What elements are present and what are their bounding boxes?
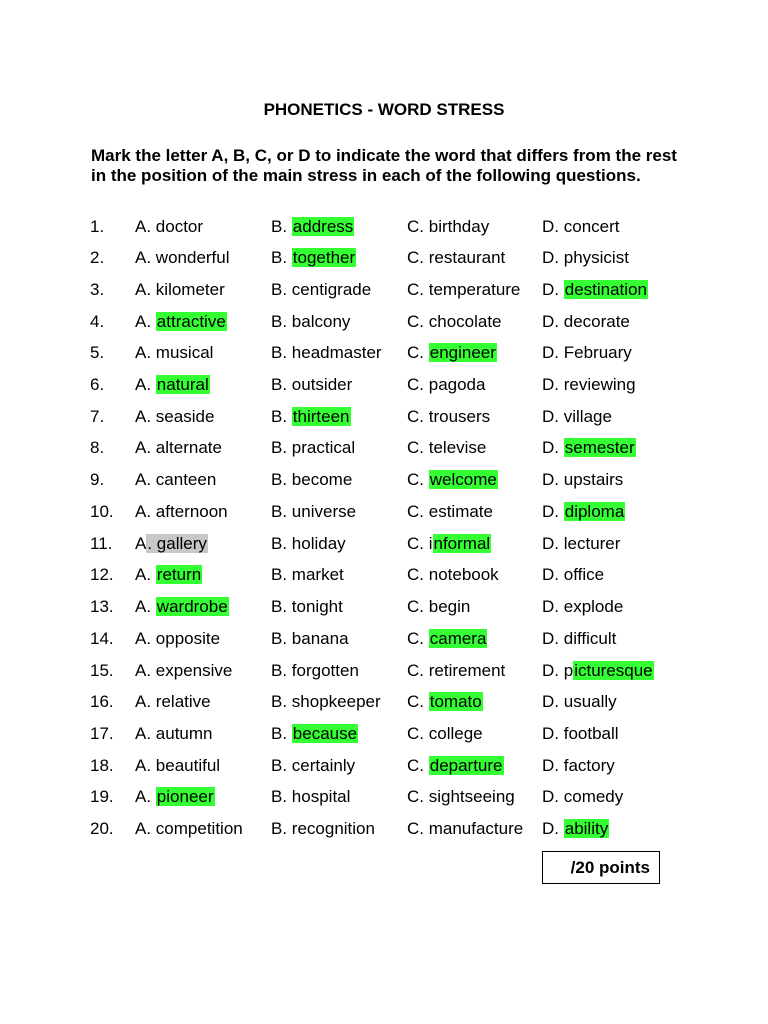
option-letter: C. xyxy=(407,375,429,394)
option-d xyxy=(542,215,619,239)
option-d xyxy=(542,246,629,270)
option-letter: C. xyxy=(407,629,429,648)
option-c xyxy=(407,659,505,683)
option-c xyxy=(407,754,504,778)
option-word: comedy xyxy=(563,787,624,806)
question-row xyxy=(0,690,768,714)
option-letter: A. xyxy=(135,724,156,743)
highlighted-answer: wardrobe xyxy=(156,597,228,616)
option-letter: A. xyxy=(135,375,156,394)
highlighted-answer: camera xyxy=(429,629,487,648)
option-c xyxy=(407,405,490,429)
option-d xyxy=(542,373,636,397)
option-a xyxy=(135,310,227,334)
option-d xyxy=(542,690,617,714)
option-word: afternoon xyxy=(155,502,228,521)
option-letter: B. xyxy=(271,248,292,267)
option-b xyxy=(271,722,358,746)
option-a xyxy=(135,278,225,302)
option-word: shopkeeper xyxy=(291,692,381,711)
option-letter: A. xyxy=(135,661,156,680)
question-number: 10. xyxy=(90,502,114,521)
option-letter: A. xyxy=(135,312,156,331)
option-word: estimate xyxy=(428,502,493,521)
highlighted-answer: diploma xyxy=(564,502,625,521)
option-word: February xyxy=(563,343,632,362)
question-number: 4. xyxy=(90,312,105,331)
question-row xyxy=(0,563,768,587)
option-letter: D. xyxy=(542,534,564,553)
option-c xyxy=(407,627,487,651)
question-number: 18. xyxy=(90,756,114,775)
option-word: competition xyxy=(155,819,243,838)
option-word: sightseeing xyxy=(428,787,515,806)
option-letter: A. xyxy=(135,629,156,648)
option-word: doctor xyxy=(155,217,204,236)
option-d xyxy=(542,500,625,524)
option-a xyxy=(135,500,228,524)
option-a xyxy=(135,563,202,587)
option-b xyxy=(271,246,356,270)
option-d xyxy=(542,310,630,334)
option-letter: B. xyxy=(271,470,292,489)
option-b xyxy=(271,341,382,365)
option-word: birthday xyxy=(428,217,490,236)
question-number: 17. xyxy=(90,724,114,743)
option-word: market xyxy=(291,565,344,584)
option-c xyxy=(407,373,485,397)
option-letter: D. xyxy=(542,724,564,743)
option-d xyxy=(542,785,623,809)
question-number: 11. xyxy=(90,534,113,553)
highlighted-answer: pioneer xyxy=(156,787,214,806)
highlighted-answer: because xyxy=(292,724,358,743)
option-c xyxy=(407,532,491,556)
option-c xyxy=(407,500,493,524)
option-word: upstairs xyxy=(563,470,624,489)
option-a xyxy=(135,817,243,841)
option-d xyxy=(542,468,623,492)
option-letter: A. xyxy=(135,787,156,806)
question-row xyxy=(0,532,768,556)
question-number: 19. xyxy=(90,787,114,806)
option-word: hospital xyxy=(291,787,351,806)
option-d xyxy=(542,595,623,619)
option-word: holiday xyxy=(291,534,346,553)
highlighted-answer: tomato xyxy=(429,692,482,711)
option-letter: A. xyxy=(135,565,156,584)
option-letter: C. xyxy=(407,502,429,521)
option-d xyxy=(542,278,648,302)
question-number: 7. xyxy=(90,407,105,426)
option-letter: B. xyxy=(271,280,292,299)
option-letter: C. xyxy=(407,565,429,584)
option-letter: D. xyxy=(542,787,564,806)
option-letter: A. xyxy=(135,470,156,489)
question-number: 14. xyxy=(90,629,114,648)
option-word: forgotten xyxy=(291,661,359,680)
option-letter: A. xyxy=(135,597,156,616)
option-word: banana xyxy=(291,629,349,648)
option-word: usually xyxy=(563,692,617,711)
option-letter: D. xyxy=(542,407,564,426)
option-b xyxy=(271,563,344,587)
option-letter: D. xyxy=(542,565,564,584)
option-c xyxy=(407,817,523,841)
option-letter: C. xyxy=(407,661,429,680)
option-c xyxy=(407,468,498,492)
option-word: notebook xyxy=(428,565,499,584)
question-row xyxy=(0,405,768,429)
option-word: begin xyxy=(428,597,471,616)
option-b xyxy=(271,817,375,841)
option-word: musical xyxy=(155,343,214,362)
option-a xyxy=(135,785,215,809)
option-word: chocolate xyxy=(428,312,502,331)
question-number: 13. xyxy=(90,597,114,616)
option-word: explode xyxy=(563,597,624,616)
option-letter: D. xyxy=(542,819,564,838)
question-number: 3. xyxy=(90,280,105,299)
option-d xyxy=(542,817,609,841)
option-letter: C. xyxy=(407,343,429,362)
option-c xyxy=(407,785,515,809)
highlighted-answer: natural xyxy=(156,375,209,394)
option-letter: A. xyxy=(135,280,156,299)
option-c xyxy=(407,246,505,270)
option-letter: B. xyxy=(271,407,292,426)
option-letter: B. xyxy=(271,787,292,806)
option-word: headmaster xyxy=(291,343,382,362)
option-word: autumn xyxy=(155,724,213,743)
option-word: trousers xyxy=(428,407,491,426)
option-word: seaside xyxy=(155,407,215,426)
option-a xyxy=(135,373,210,397)
option-d xyxy=(542,627,616,651)
highlighted-answer: destination xyxy=(564,280,647,299)
option-letter: C. xyxy=(407,756,429,775)
option-word: certainly xyxy=(291,756,356,775)
option-word: temperature xyxy=(428,280,521,299)
question-number: 6. xyxy=(90,375,105,394)
option-letter: A. xyxy=(135,502,156,521)
option-a xyxy=(135,436,222,460)
option-letter: A xyxy=(135,534,147,553)
option-letter: A. xyxy=(135,819,156,838)
question-number: 2. xyxy=(90,248,105,267)
highlighted-answer: welcome xyxy=(429,470,497,489)
option-word: concert xyxy=(563,217,620,236)
option-letter: C. xyxy=(407,692,429,711)
option-word: football xyxy=(563,724,619,743)
highlighted-answer: . gallery xyxy=(147,534,207,553)
option-letter: C. xyxy=(407,280,429,299)
option-letter: B. xyxy=(271,375,292,394)
page-title: PHONETICS - WORD STRESS xyxy=(263,100,505,119)
question-row xyxy=(0,659,768,683)
option-word: canteen xyxy=(155,470,217,489)
option-letter: B. xyxy=(271,502,292,521)
option-d xyxy=(542,563,604,587)
question-number: 5. xyxy=(90,343,105,362)
option-letter: B. xyxy=(271,629,292,648)
option-letter: D. xyxy=(542,248,564,267)
option-letter: C. xyxy=(407,597,429,616)
option-d xyxy=(542,341,632,365)
option-letter: A. xyxy=(135,343,156,362)
option-letter: B. xyxy=(271,438,292,457)
option-letter: C. xyxy=(407,248,429,267)
option-letter: A. xyxy=(135,692,156,711)
option-word: outsider xyxy=(291,375,353,394)
option-d xyxy=(542,532,620,556)
option-a xyxy=(135,246,230,270)
question-row xyxy=(0,595,768,619)
question-row xyxy=(0,278,768,302)
option-word: decorate xyxy=(563,312,630,331)
option-letter: D. xyxy=(542,692,564,711)
option-a xyxy=(135,722,213,746)
option-letter: D. xyxy=(542,438,564,457)
option-letter: D. xyxy=(542,312,564,331)
option-b xyxy=(271,659,359,683)
score-label: /20 points xyxy=(570,858,650,877)
option-a xyxy=(135,627,220,651)
highlighted-answer: semester xyxy=(564,438,635,457)
option-word: balcony xyxy=(291,312,351,331)
option-letter: C. xyxy=(407,217,429,236)
option-letter: C. xyxy=(407,819,429,838)
option-letter: D. xyxy=(542,217,564,236)
option-a xyxy=(135,341,213,365)
question-row xyxy=(0,817,768,841)
option-letter: C. xyxy=(407,407,429,426)
option-word: televise xyxy=(428,438,487,457)
option-c xyxy=(407,310,502,334)
option-word: reviewing xyxy=(563,375,636,394)
option-a xyxy=(135,659,232,683)
option-word: universe xyxy=(291,502,357,521)
instructions-text: Mark the letter A, B, C, or D to indicate the word that differs from the rest in the position of the main stress in each of the following questions. xyxy=(91,146,677,185)
option-a xyxy=(135,468,216,492)
option-letter: B. xyxy=(271,692,292,711)
option-word: recognition xyxy=(291,819,375,838)
option-letter: D. xyxy=(542,629,564,648)
option-d xyxy=(542,405,612,429)
option-word: college xyxy=(428,724,483,743)
option-word: pagoda xyxy=(428,375,486,394)
option-letter: B. xyxy=(271,565,292,584)
option-word: relative xyxy=(155,692,211,711)
option-word: opposite xyxy=(155,629,221,648)
option-b xyxy=(271,215,354,239)
option-c xyxy=(407,722,483,746)
option-c xyxy=(407,436,486,460)
highlighted-answer: attractive xyxy=(156,312,226,331)
option-letter: A. xyxy=(135,756,156,775)
option-word: beautiful xyxy=(155,756,221,775)
option-a xyxy=(135,754,220,778)
option-letter: D. xyxy=(542,343,564,362)
option-letter: D. xyxy=(542,280,564,299)
option-word: physicist xyxy=(563,248,629,267)
question-number: 9. xyxy=(90,470,105,489)
question-row xyxy=(0,215,768,239)
option-b xyxy=(271,278,371,302)
option-b xyxy=(271,754,355,778)
question-number: 8. xyxy=(90,438,105,457)
highlighted-answer: nformal xyxy=(433,534,491,553)
option-letter: D. xyxy=(542,375,564,394)
option-word: expensive xyxy=(155,661,233,680)
option-letter: A. xyxy=(135,217,156,236)
question-row xyxy=(0,310,768,334)
option-word: tonight xyxy=(291,597,343,616)
option-b xyxy=(271,785,350,809)
highlighted-answer: departure xyxy=(429,756,503,775)
question-row xyxy=(0,722,768,746)
option-word: kilometer xyxy=(155,280,225,299)
highlighted-answer: return xyxy=(156,565,202,584)
option-letter: B. xyxy=(271,312,292,331)
option-letter: B. xyxy=(271,724,292,743)
score-box xyxy=(542,851,660,884)
option-letter: C. i xyxy=(407,534,433,553)
option-b xyxy=(271,373,352,397)
option-c xyxy=(407,563,499,587)
option-letter: C. xyxy=(407,438,429,457)
option-word: office xyxy=(563,565,605,584)
option-b xyxy=(271,595,343,619)
highlighted-answer: icturesque xyxy=(574,661,653,680)
option-word: restaurant xyxy=(428,248,506,267)
option-letter: C. xyxy=(407,724,429,743)
option-b xyxy=(271,436,355,460)
option-a xyxy=(135,595,229,619)
option-c xyxy=(407,690,483,714)
option-b xyxy=(271,532,346,556)
option-d xyxy=(542,754,615,778)
option-b xyxy=(271,405,351,429)
option-letter: A. xyxy=(135,248,156,267)
option-b xyxy=(271,627,349,651)
question-row xyxy=(0,785,768,809)
question-row xyxy=(0,373,768,397)
option-word: retirement xyxy=(428,661,506,680)
option-letter: C. xyxy=(407,787,429,806)
question-row xyxy=(0,500,768,524)
option-letter: C. xyxy=(407,312,429,331)
question-row xyxy=(0,246,768,270)
option-word: become xyxy=(291,470,353,489)
question-row xyxy=(0,436,768,460)
option-word: practical xyxy=(291,438,356,457)
option-b xyxy=(271,500,356,524)
option-letter: B. xyxy=(271,534,292,553)
option-b xyxy=(271,310,350,334)
option-letter: D. xyxy=(542,470,564,489)
option-word: alternate xyxy=(155,438,222,457)
option-letter: B. xyxy=(271,343,292,362)
question-row xyxy=(0,627,768,651)
question-row xyxy=(0,341,768,365)
option-d xyxy=(542,722,619,746)
option-letter: A. xyxy=(135,407,156,426)
option-b xyxy=(271,468,352,492)
option-word: difficult xyxy=(563,629,617,648)
option-letter: D. xyxy=(542,597,564,616)
option-letter: D. xyxy=(542,502,564,521)
option-letter: C. xyxy=(407,470,429,489)
question-number: 12. xyxy=(90,565,114,584)
option-word: centigrade xyxy=(291,280,372,299)
option-letter: D. p xyxy=(542,661,574,680)
option-word: lecturer xyxy=(563,534,621,553)
option-word: village xyxy=(563,407,612,426)
question-number: 15. xyxy=(90,661,114,680)
highlighted-answer: ability xyxy=(564,819,609,838)
option-b xyxy=(271,690,381,714)
highlighted-answer: address xyxy=(292,217,354,236)
highlighted-answer: together xyxy=(292,248,356,267)
option-letter: D. xyxy=(542,756,564,775)
option-letter: B. xyxy=(271,819,292,838)
question-row xyxy=(0,754,768,778)
option-c xyxy=(407,215,489,239)
question-number: 16. xyxy=(90,692,114,711)
option-a xyxy=(135,405,214,429)
question-number: 1. xyxy=(90,217,105,236)
option-c xyxy=(407,341,497,365)
question-row xyxy=(0,468,768,492)
option-letter: B. xyxy=(271,661,292,680)
option-a xyxy=(135,690,211,714)
option-d xyxy=(542,659,654,683)
option-word: wonderful xyxy=(155,248,230,267)
option-letter: B. xyxy=(271,756,292,775)
option-c xyxy=(407,278,520,302)
highlighted-answer: thirteen xyxy=(292,407,350,426)
option-a xyxy=(135,532,208,556)
highlighted-answer: engineer xyxy=(429,343,496,362)
option-letter: B. xyxy=(271,597,292,616)
option-word: factory xyxy=(563,756,615,775)
option-letter: A. xyxy=(135,438,156,457)
option-letter: B. xyxy=(271,217,292,236)
question-number: 20. xyxy=(90,819,114,838)
option-d xyxy=(542,436,636,460)
option-word: manufacture xyxy=(428,819,524,838)
option-a xyxy=(135,215,203,239)
option-c xyxy=(407,595,470,619)
